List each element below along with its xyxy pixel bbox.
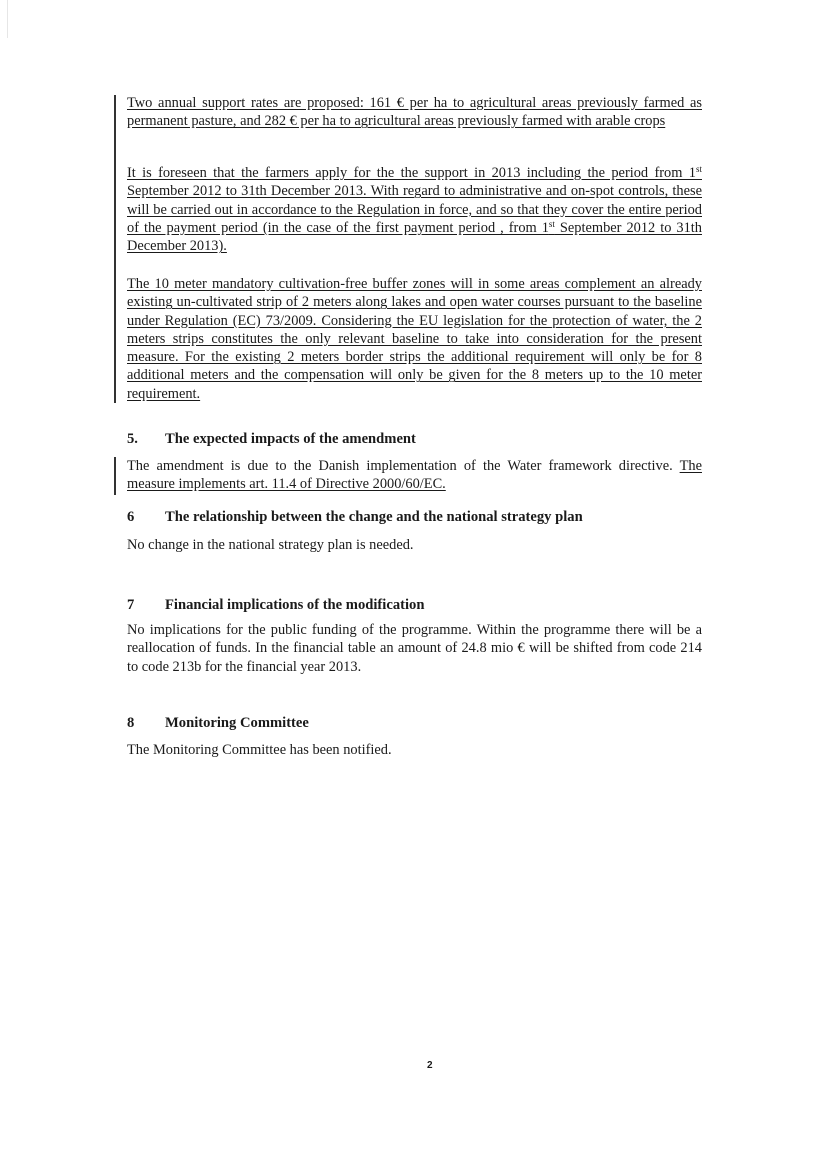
paragraph-buffer-zones: The 10 meter mandatory cultivation-free buffer zones will in some areas complement an already existing un-cultivated strip of 2 meters along lakes and open water courses pursuant to the baseline under Regulation (EC) 73/2009. Considering the EU legislation for the protection of water, the 2 meters strips constitutes the only relevant baseline to take into consideration for the present measure. For the existing 2 meters border strips the additional requirement will only be for 8 additional meters and the compensation will only be given for the 8 meters up to the 10 meter requirement. bbox=[127, 276, 702, 402]
section-title: Monitoring Committee bbox=[165, 715, 309, 731]
revision-change-bar bbox=[114, 95, 116, 403]
paragraph-text-part: It is foreseen that the farmers apply for the the support in 2013 including the period from 1 bbox=[127, 165, 696, 181]
section-8-body: The Monitoring Committee has been notified. bbox=[127, 742, 392, 758]
section-number: 8 bbox=[127, 715, 135, 731]
page-number: 2 bbox=[427, 1060, 433, 1071]
paragraph-application-period bbox=[127, 164, 702, 255]
section-6-body: No change in the national strategy plan is needed. bbox=[127, 537, 414, 553]
section-title: The relationship between the change and the national strategy plan bbox=[165, 509, 583, 525]
section-5-body bbox=[127, 457, 702, 494]
section-number: 7 bbox=[127, 597, 135, 613]
ordinal-superscript: st bbox=[695, 164, 702, 174]
section-6-heading bbox=[127, 509, 583, 526]
paragraph-text-part: September 2012 to 31th December 2013). bbox=[127, 219, 702, 255]
section-8-heading bbox=[127, 715, 309, 732]
paragraph-support-rates: Two annual support rates are proposed: 161 € per ha to agricultural areas previously farmed as permanent pasture, and 282 € per ha to agricultural areas previously farmed with arable crops bbox=[127, 95, 702, 130]
section-5-heading bbox=[127, 431, 416, 448]
section-number: 5. bbox=[127, 431, 138, 447]
section-body-underlined-text: The measure implements art. 11.4 of Directive 2000/60/EC. bbox=[127, 458, 702, 493]
ordinal-superscript: st bbox=[548, 218, 555, 229]
section-7-body: No implications for the public funding of the programme. Within the programme there will be a reallocation of funds. In the financial table an amount of 24.8 mio € will be shifted from code 214 to code 213b for the financial year 2013. bbox=[127, 622, 702, 675]
paragraph-text-part: September 2012 to 31th December 2013. With regard to administrative and on-spot controls, these will be carried out in accordance to the Regulation in force, and so that they cover the entire period of the payment period (in the case of the first payment period , from 1 bbox=[127, 183, 702, 236]
section-7-heading bbox=[127, 597, 424, 614]
section-title: Financial implications of the modification bbox=[165, 597, 425, 613]
scan-edge-mark bbox=[7, 0, 8, 38]
section-title: The expected impacts of the amendment bbox=[165, 431, 416, 447]
section-body-text: The amendment is due to the Danish implementation of the Water framework directive. bbox=[127, 458, 673, 474]
section-number: 6 bbox=[127, 509, 135, 525]
revision-change-bar bbox=[114, 457, 116, 495]
